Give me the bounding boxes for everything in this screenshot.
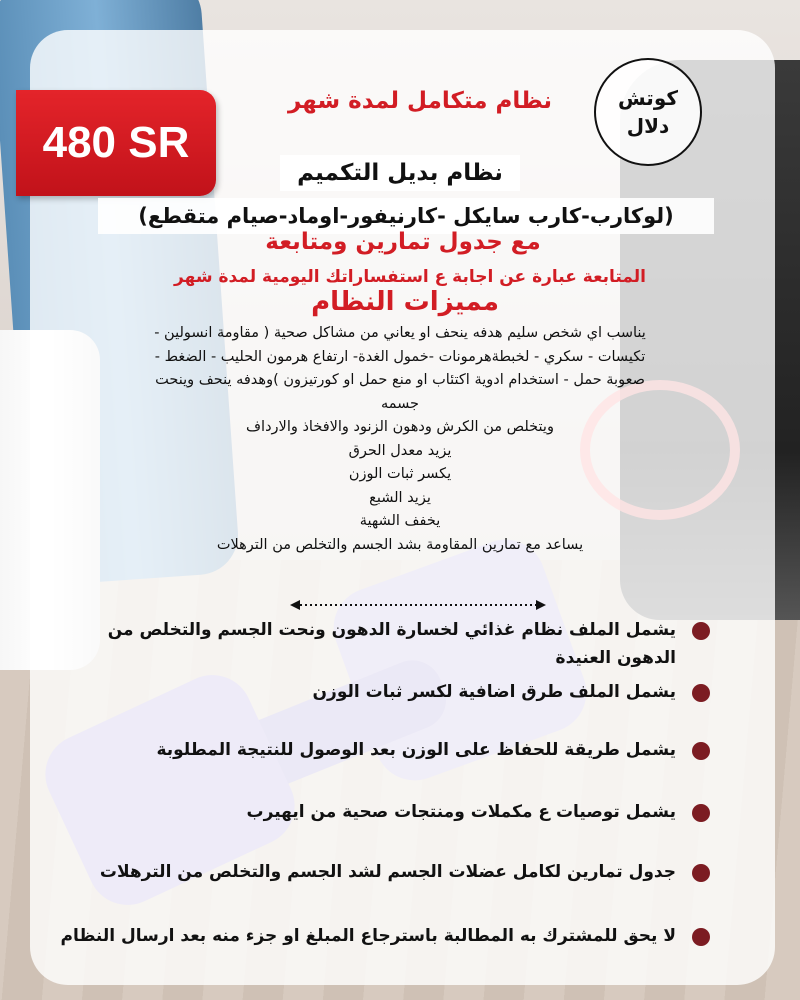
list-item-text: يشمل توصيات ع مكملات ومنتجات صحية من ايهيرب [246,802,676,822]
list-item [45,736,710,764]
list-item [45,858,710,886]
bullet-dot-icon [692,864,710,882]
feature-line: يزيد معدل الحرق [348,442,452,459]
feature-line: ويتخلص من الكرش ودهون الزنود والافخاذ والارداف [246,419,554,435]
coach-badge [594,58,702,166]
price-tag: 480 SR [16,90,216,196]
double-arrow-divider-icon [290,598,546,612]
list-item-text: جدول تمارين لكامل عضلات الجسم لشد الجسم والتخلص من الترهلات [99,862,676,882]
feature-line: يخفف الشهية [359,513,441,529]
bullet-dot-icon [692,684,710,702]
list-item-text: يشمل الملف طرق اضافية لكسر ثبات الوزن [312,682,676,702]
bullet-dot-icon [692,622,710,640]
follow-note: المتابعة عبارة عن اجابة ع استفساراتك اليومية لمدة شهر [174,267,646,287]
coach-name: دلال [626,114,670,138]
list-item [45,616,710,672]
feature-line: يساعد مع تمارين المقاومة بشد الجسم والتخلص من الترهلات [216,536,584,553]
list-item [45,678,710,706]
system-name: نظام بديل التكميم [280,155,520,191]
system-types: (لوكارب-كارب سايكل -كارنيفور-اوماد-صيام متقطع) [98,198,714,234]
list-item [45,798,710,826]
feature-line: يزيد الشبع [369,489,431,506]
features-text [80,322,720,557]
offer-title: نظام متكامل لمدة شهر [288,88,552,114]
list-item-text: لا يحق للمشترك به المطالبة باسترجاع المبلغ او جزء منه بعد ارسال النظام [60,926,676,946]
workout-follow-heading: مع جدول تمارين ومتابعة [265,229,541,255]
bullet-dot-icon [692,928,710,946]
feature-line: يناسب اي شخص سليم هدفه ينحف او يعاني من مشاكل صحية ( مقاومة انسولين - [154,325,646,341]
feature-line: صعوبة حمل - استخدام ادوية اكتئاب او منع حمل او كورتيزون )وهدفه ينحف وينحت [155,372,645,388]
feature-line: يكسر ثبات الوزن [348,466,452,482]
feature-line: جسمه [380,395,420,412]
coach-label: كوتش [618,86,678,110]
list-item [45,922,710,950]
list-item-text: يشمل طريقة للحفاظ على الوزن بعد الوصول للنتيجة المطلوبة [156,740,676,760]
features-title: مميزات النظام [311,287,499,317]
feature-line: تكيسات - سكري - لخبطةهرمونات -خمول الغدة- ارتفاع هرمون الحليب - الضغط - [154,348,646,365]
bullet-dot-icon [692,742,710,760]
list-item-text: يشمل الملف نظام غذائي لخسارة الدهون ونحت الجسم والتخلص من الدهون العنيدة [107,620,676,668]
bullet-dot-icon [692,804,710,822]
